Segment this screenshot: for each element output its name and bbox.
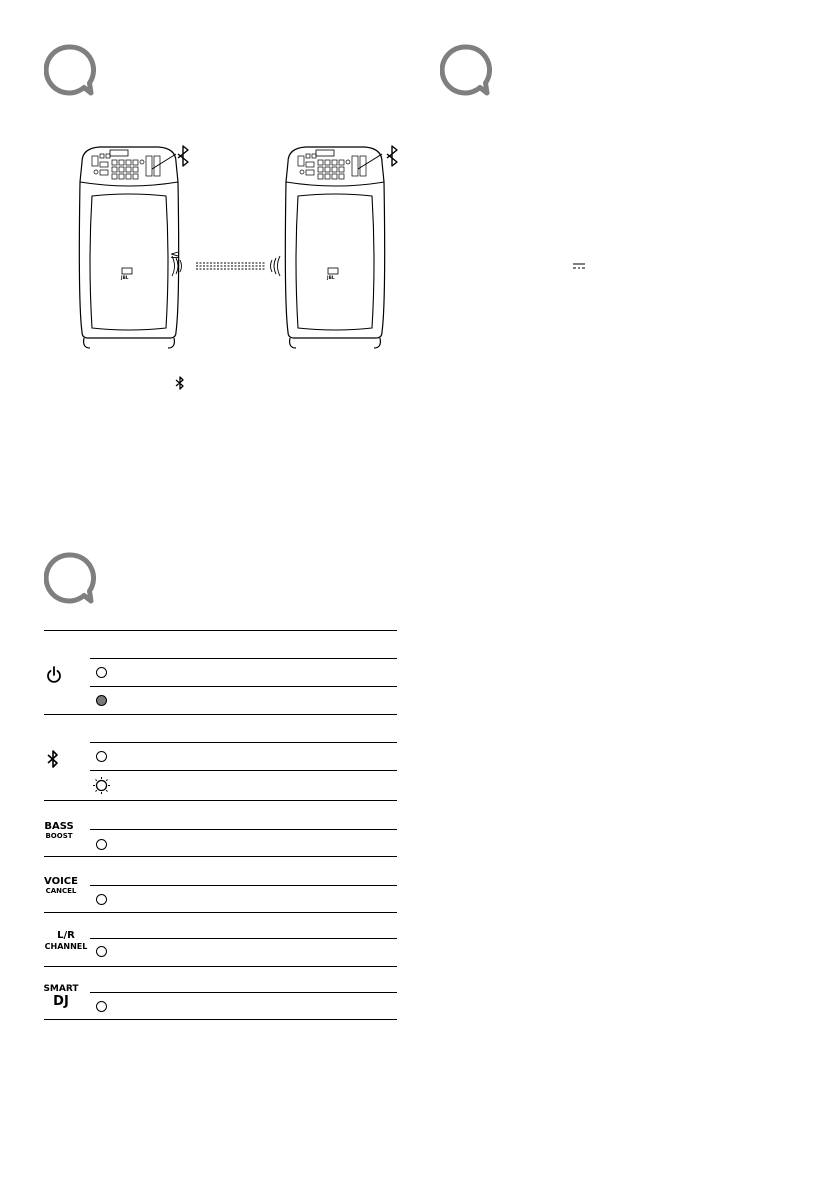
lr-channel-label-line1: L/R bbox=[57, 930, 75, 941]
smart-dj-label-line2: DJ bbox=[53, 994, 69, 1009]
voice-cancel-label-line2: CANCEL bbox=[45, 887, 77, 895]
table-rule bbox=[90, 938, 397, 939]
speech-bubble-icon bbox=[44, 44, 96, 96]
smart-dj-label bbox=[42, 984, 80, 1009]
bass-boost-label bbox=[42, 821, 76, 841]
led-solid-icon bbox=[96, 695, 107, 706]
table-rule bbox=[90, 992, 397, 993]
table-rule bbox=[44, 1019, 397, 1020]
distance-symbol: ≤ bbox=[170, 248, 180, 261]
bass-boost-label-line1: BASS bbox=[44, 821, 74, 832]
brand-badge-right: JBL bbox=[327, 275, 335, 280]
table-rule bbox=[44, 800, 397, 801]
table-rule bbox=[90, 770, 397, 771]
led-white-icon bbox=[96, 667, 107, 678]
table-rule bbox=[90, 658, 397, 659]
dc-symbol-icon bbox=[572, 262, 586, 270]
table-rule bbox=[90, 742, 397, 743]
tws-speakers-illustration bbox=[70, 142, 410, 354]
speech-bubble-icon bbox=[440, 44, 492, 96]
bluetooth-icon bbox=[47, 750, 59, 768]
led-white-icon bbox=[96, 894, 107, 905]
table-rule bbox=[90, 885, 397, 886]
led-white-icon bbox=[96, 751, 107, 762]
table-rule bbox=[90, 829, 397, 830]
speech-bubble-icon bbox=[44, 552, 96, 604]
table-rule bbox=[44, 714, 397, 715]
led-white-icon bbox=[96, 946, 107, 957]
brand-badge: JBL bbox=[121, 275, 129, 280]
lr-channel-label bbox=[42, 930, 90, 952]
table-rule bbox=[44, 630, 397, 631]
table-rule bbox=[44, 912, 397, 913]
lr-channel-label-line2: CHANNEL bbox=[44, 942, 88, 951]
voice-cancel-label-line1: VOICE bbox=[44, 876, 78, 887]
table-rule bbox=[44, 966, 397, 967]
led-white-icon bbox=[96, 1001, 107, 1012]
led-flashing-icon bbox=[93, 777, 110, 794]
led-white-icon bbox=[96, 839, 107, 850]
table-rule bbox=[90, 686, 397, 687]
power-icon bbox=[46, 666, 62, 684]
smart-dj-label-line1: SMART bbox=[43, 984, 79, 994]
bass-boost-label-line2: BOOST bbox=[45, 832, 73, 840]
table-rule bbox=[44, 856, 397, 857]
voice-cancel-label bbox=[42, 876, 80, 896]
bluetooth-icon bbox=[175, 376, 185, 390]
